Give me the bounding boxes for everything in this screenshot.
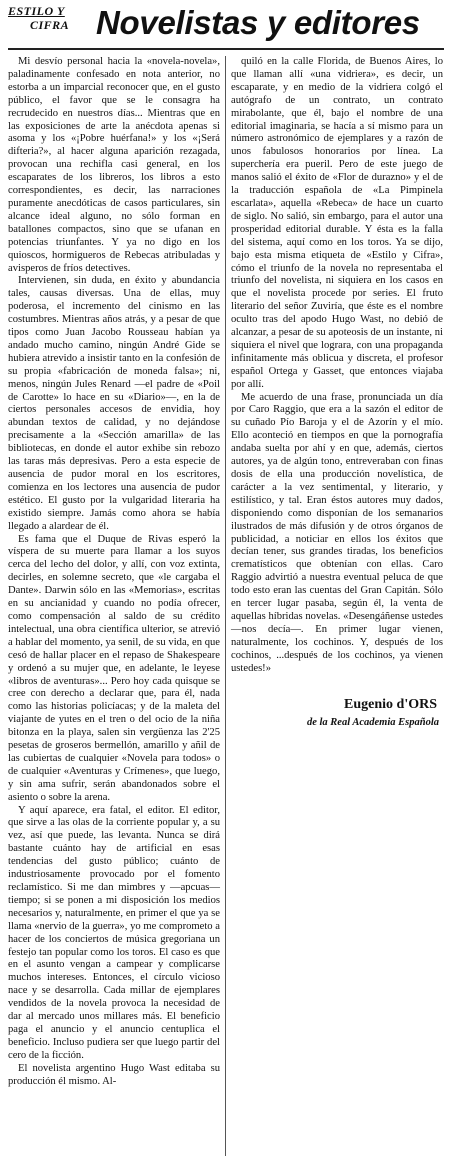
column-divider [225,56,226,1156]
section-tag-line1: ESTILO Y [8,4,65,18]
paragraph: Me acuerdo de una frase, pronunciada un día por Caro Raggio, que era a la sazón el editor de su cuñado Pío Baroja y el de Azorín y el mío. Ello aconteció en tiempos en que la pornografía andaba suelta por ahí y en que, además, ciertos autores, ya de algún tono, entreveraban con finas dosis de ella una producción novelística, de carácter a la vez sentimental, y literario, y estilístico, y tal. Eran éstos autores muy dados, disponiendo como disponían de los semanarios ilustrados de más difusión y de otros órganos de publicidad, a noticiar en ellos los éxitos que decían tener, sus grandes tiradas, los beneficios crematísticos que obtenían con ellas. Caro Raggio advirtió a nuestra eventual peluca de que todo esto eran las cuentas del Gran Capitán. Sólo en tercer lugar pasaba, según él, la venta de aquellas híbridas novelas. «Desengáñense ustedes —nos decía—. En primer lugar vienen, naturalmente, los cochinos. Y, después de los cochinos, ...después de los cochinos, ya vienen ustedes!» [231,391,443,674]
right-column [231,56,443,729]
section-tag-line2: CIFRA [30,18,70,32]
paragraph: Intervienen, sin duda, en éxito y abundancia tales, causas diversas. Una de ellas, muy poderosa, el incremento del cinismo en las costumbres. Mientras años atrás, y a pesar de que tipos como Juan Jacobo Rousseau habían ya andado mucho camino, ningún André Gide se hubiera atrevido a insistir tanto en la confesión de su propia «fabricación de moneda falsa»; ni, menos, ningún Jules Renard —el padre de «Poil de Carotte» lo hace en su «Diario»—, en la de ciertos personales accesos de envidia, hoy abundan textos de calidad, y no dejándose precisamente a la «Sección amarilla» de las bibliotecas, en donde el autor exhibe sin rebozo las taras más depresivas. Pero a esta especie de ausencia de pudor moral en los escritores, comienza en los lectores una ausencia de pudor estético. El gusto por la vulgaridad literaria ha existido siempre. Jamás como ahora se había llegado a alardear de él. [8,275,220,532]
paragraph: quiló en la calle Florida, de Buenos Aires, lo que llaman allí «una vidriera», es decir, un escaparate, y en medio de la vidriera colgó el autógrafo de un contrato, un contrato mirabolante, que él, bajo el nombre de una editorial imaginaria, se hacía a sí mismo para un número astronómico de ejemplares y a razón de unos fabulosos honorarios por línea. La superchería era pueril. Pero de este juego de manos salió el éxito de «Flor de durazno» y el de la traducción española de «La Pimpinela escarlata», aquella «Rebeca» de hace un cuarto de siglo. No salió, sin embargo, para el autor una prosperidad editorial durable. Y ésta es la falla del sistema, aquí como en los toros. Ya se dijo, bajo esta misma etiqueta de «Estilo y Cifra», cómo el triunfo de la novela no representaba el triunfo del novelista, ni siquiera en los casos en que el novelista procede por series. El fruto literario del señor Zuviría, que éste es el nombre oculto tras del apodo Hugo Wast, no debió de alcanzar, a pesar de su apoteosis de un instante, ni siquiera el nivel que lograra, con una propaganda infinitamente más oblicua y discreta, el profesor español Ortega y Gasset, que entonces viajaba por allí. [231,56,443,390]
author-signature: Eugenio d'ORS [344,696,437,712]
paragraph: Mi desvío personal hacia la «novela-novela», paladinamente confesado en nota anterior, no estorba a un imparcial reconocer que, en el gusto público, el favor que se le consagra ha recrudecido en nuestros días... Mientras que en las exposiciones de arte la anécdota apenas si asoma y los «¡Pobre huérfana!» y los «¡Será difteria?», al hacer alguna aparición rezagada, provocan una rechifla casi general, en los escaparates de los libreros, los libros a esto correspondientes, es decir, las narraciones puramente anecdóticas de casos particulares, sin alcance ideal alguno, no sólo forman en batallones compactos, sino que se ufanan en potencias triunfantes. Y ya no digo en los quioscos, hormigueros de Rebecas atribuladas y avisperos de fríos detectives. [8,56,220,274]
headline: Novelistas y editores [96,4,420,41]
paragraph: Es fama que el Duque de Rivas esperó la víspera de su muerte para llamar a los suyos cerca del lecho del dolor, y allí, con voz extinta, decirles, en solemne secreto, que «le cargaba el Dante». Darwin sólo en las «Memorias», escritas en su ancianidad y cuando no podía ofrecer, como compensación al saldo de su crédito intelectual, una obra científica ulterior, se atrevió a hablar del momento, ya senil, de su vida, en que cesó de hallar placer en el repaso de Shakespeare y ordenó a su mujer que, en adelante, le leyese «libros de aventuras»... Pero hoy cada quisque se cree con derecho a declarar que, para él, nada como las historias policíacas; y de la maleta del viajante de yutes en el tren o del ocio de la niña bitonza en la playa, salen sin vergüenza las 2'25 pesetas de groseros bermellón, amarillo y añil de las cubiertas de cualquier «Novela para todos» o de cualquier «Aventuras y Crímenes», que luego, y sin ama sufrir, serán abandonados sobre el asiento o sobre la arena. [8,533,220,803]
paragraph: Y aquí aparece, era fatal, el editor. El editor, que sirve a las olas de la corriente popular y, a su vez, así que puede, las levanta. Nunca se dirá bastante cuánto hay de artificial en esas tendencias del gusto público; cuánto de industriosamente provocado por el fomento reclamístico. Si me dan mimbres y —apcuas— tiempo; si se ponen a mi disposición los medios necesarios y, naturalmente, en primer el que ya se llama «nervio de la guerra», yo me comprometo a hacer de los conciertos de música gregoriana un festejo tan popular como los toros. El caso es que en el asunto vengan a campear y complicarse muchos intereses. Entonces, el círculo vicioso nace y se desarrolla. Cada millar de ejemplares vendidos de la novela provoca la necesidad de dar al mercado unos millares más. El beneficio paga el anuncio y el anuncio centuplica el beneficio. Incluso pudiera ser que luego partir del cero de la ficción. [8,804,220,1061]
section-tag [8,4,88,32]
left-column [8,56,220,1089]
paragraph: El novelista argentino Hugo Wast editaba su producción él mismo. Al- [8,1062,220,1087]
author-affiliation: de la Real Academia Española [306,716,439,728]
header-rule [8,48,444,50]
